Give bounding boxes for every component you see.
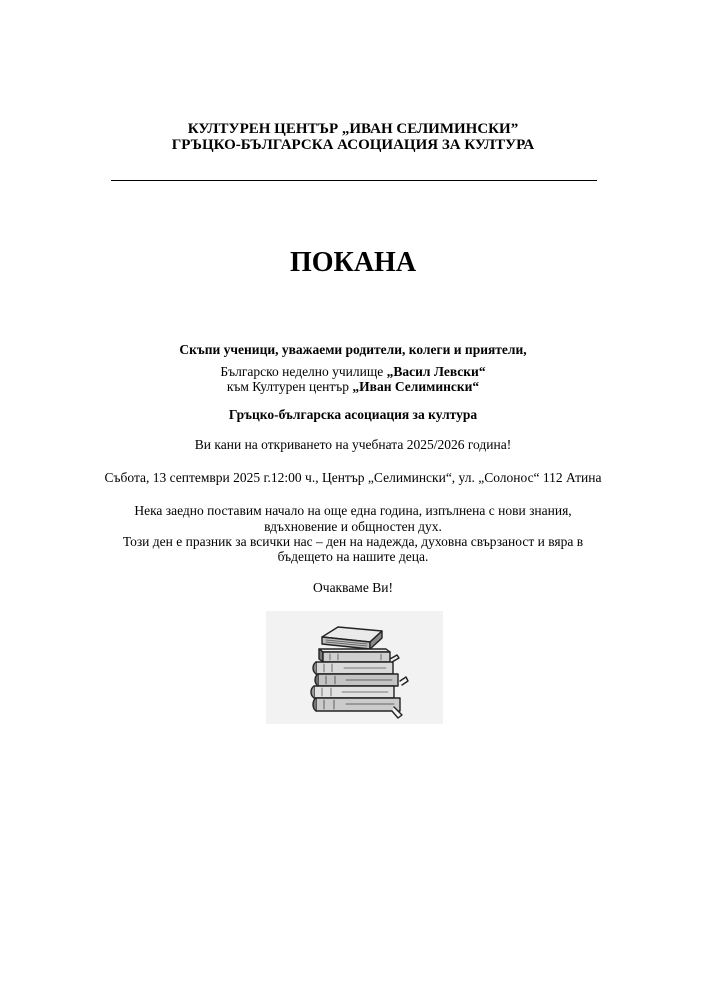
invite-text: Ви кани на откриването на учебната 2025/2026 година! bbox=[194, 437, 512, 452]
center-name: „Иван Селимински“ bbox=[352, 379, 480, 394]
page-title: ПОКАНА bbox=[289, 247, 417, 278]
stack-of-books-icon bbox=[266, 611, 443, 724]
association-line: Гръцко-българска асоциация за култура bbox=[228, 407, 478, 422]
center-line bbox=[0, 379, 706, 395]
message-line-2: вдъхновение и общностен дух. bbox=[264, 519, 442, 534]
closing: Очакваме Ви! bbox=[313, 580, 393, 595]
organization-name: КУЛТУРЕН ЦЕНТЪР „ИВАН СЕЛИМИНСКИ” bbox=[187, 121, 519, 137]
greeting: Скъпи ученици, уважаеми родители, колеги и приятели, bbox=[179, 342, 527, 357]
message-line-4: бъдещето на нашите деца. bbox=[277, 549, 429, 564]
school-line bbox=[0, 364, 706, 380]
message-line-3: Този ден е празник за всички нас – ден на надежда, духовна свързаност и вяра в bbox=[122, 534, 584, 549]
center-prefix: към Културен център bbox=[226, 379, 353, 394]
school-name: „Васил Левски“ bbox=[386, 364, 486, 379]
association-name: ГРЪЦКО-БЪЛГАРСКА АСОЦИАЦИЯ ЗА КУЛТУРА bbox=[171, 137, 535, 153]
school-prefix: Българско неделно училище bbox=[220, 364, 387, 379]
header-divider bbox=[111, 180, 597, 181]
event-details: Събота, 13 септември 2025 г.12:00 ч., Център „Селимински“, ул. „Солонос“ 112 Атина bbox=[104, 470, 602, 485]
message-line-1: Нека заедно поставим начало на още една година, изпълнена с нови знания, bbox=[134, 503, 572, 518]
